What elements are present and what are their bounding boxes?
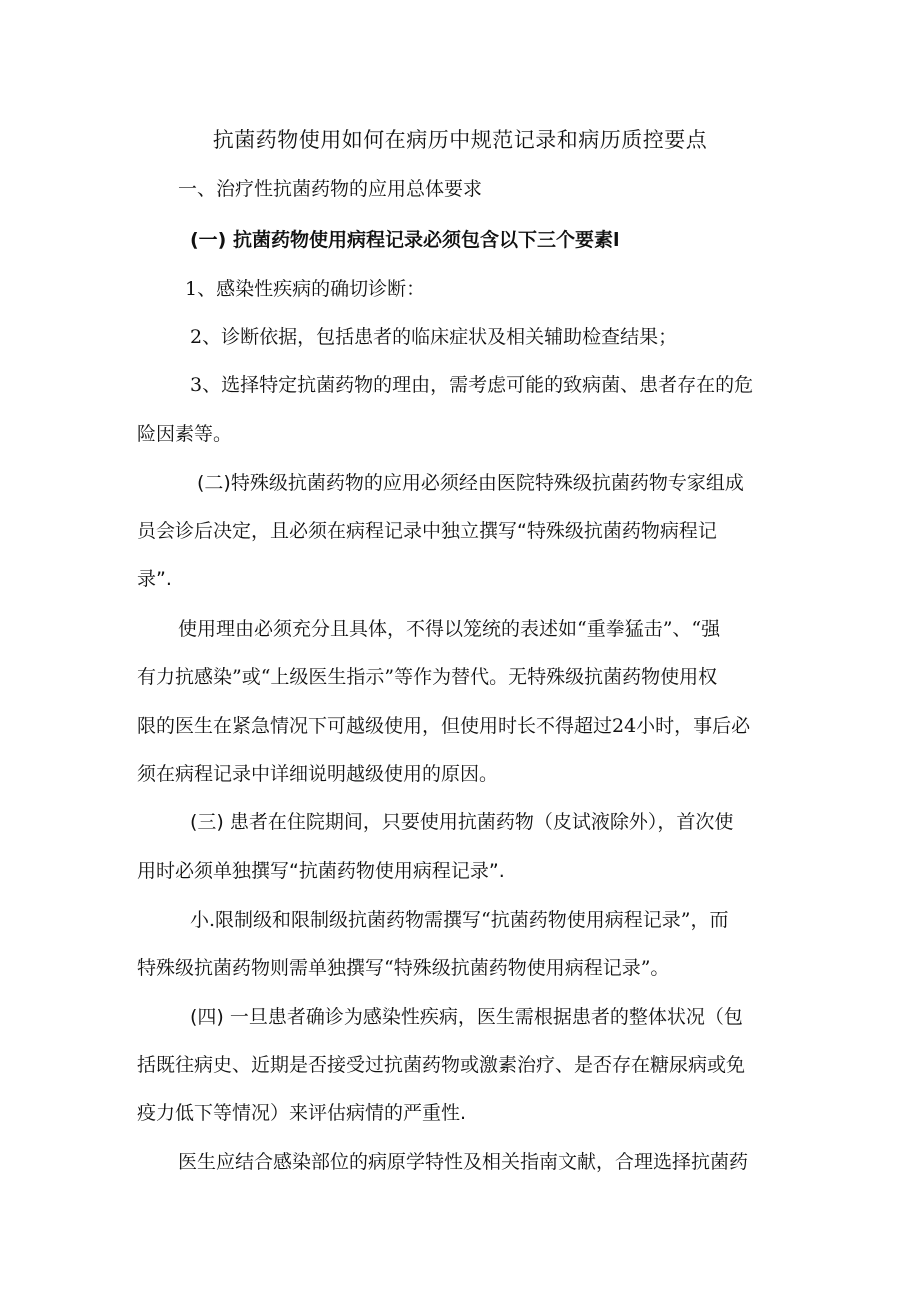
subsection-heading-4: (四) 一旦患者确诊为感染性疾病，医生需根据患者的整体状况（包 <box>190 1006 743 1028</box>
subsection-heading-2: (二)特殊级抗菌药物的应用必须经由医院特殊级抗菌药物专家组成 <box>197 472 744 494</box>
page-title: 抗菌药物使用如何在病历中规范记录和病历质控要点 <box>212 128 708 152</box>
subsection-heading-3: (三) 患者在住院期间，只要使用抗菌药物（皮试液除外），首次使 <box>190 811 734 833</box>
paragraph-line: 有力抗感染”或“上级医生指示”等作为替代。无特殊级抗菌药物使用权 <box>137 666 718 688</box>
subsection-text: 疫力低下等情况）来评估病情的严重性. <box>137 1102 467 1124</box>
paragraph-line: 小.限制级和限制级抗菌药物需撰写“抗菌药物使用病程记录”，而 <box>190 909 729 931</box>
paragraph-line: 限的医生在紧急情况下可越级使用，但使用时长不得超过24小时，事后必 <box>137 715 751 737</box>
subsection-text: 用时必须单独撰写“抗菌药物使用病程记录”. <box>137 860 505 882</box>
subsection-text: 员会诊后决定，且必须在病程记录中独立撰写“特殊级抗菌药物病程记 <box>137 520 717 542</box>
list-item: 1、感染性疾病的确切诊断： <box>185 278 426 300</box>
section-heading-1: 一、治疗性抗菌药物的应用总体要求 <box>178 178 483 200</box>
list-item: 2、诊断依据，包括患者的临床症状及相关辅助检查结果； <box>190 326 678 348</box>
list-item: 3、选择特定抗菌药物的理由，需考虑可能的致病菌、患者存在的危 <box>190 374 754 396</box>
subsection-text: 录”. <box>137 568 172 590</box>
paragraph-line: 特殊级抗菌药物则需单独撰写“特殊级抗菌药物使用病程记录”。 <box>137 957 670 979</box>
paragraph-line: 须在病程记录中详细说明越级使用的原因。 <box>137 763 499 785</box>
subsection-heading-1: (一) 抗菌药物使用病程记录必须包含以下三个要素l <box>190 229 620 251</box>
subsection-text: 括既往病史、近期是否接受过抗菌药物或激素治疗、是否存在糖尿病或免 <box>137 1054 746 1076</box>
list-item-continuation: 险因素等。 <box>137 423 233 445</box>
paragraph-line: 医生应结合感染部位的病原学特性及相关指南文献，合理选择抗菌药 <box>178 1151 749 1173</box>
paragraph-line: 使用理由必须充分且具体，不得以笼统的表述如“重拳猛击”、“强 <box>178 618 721 640</box>
